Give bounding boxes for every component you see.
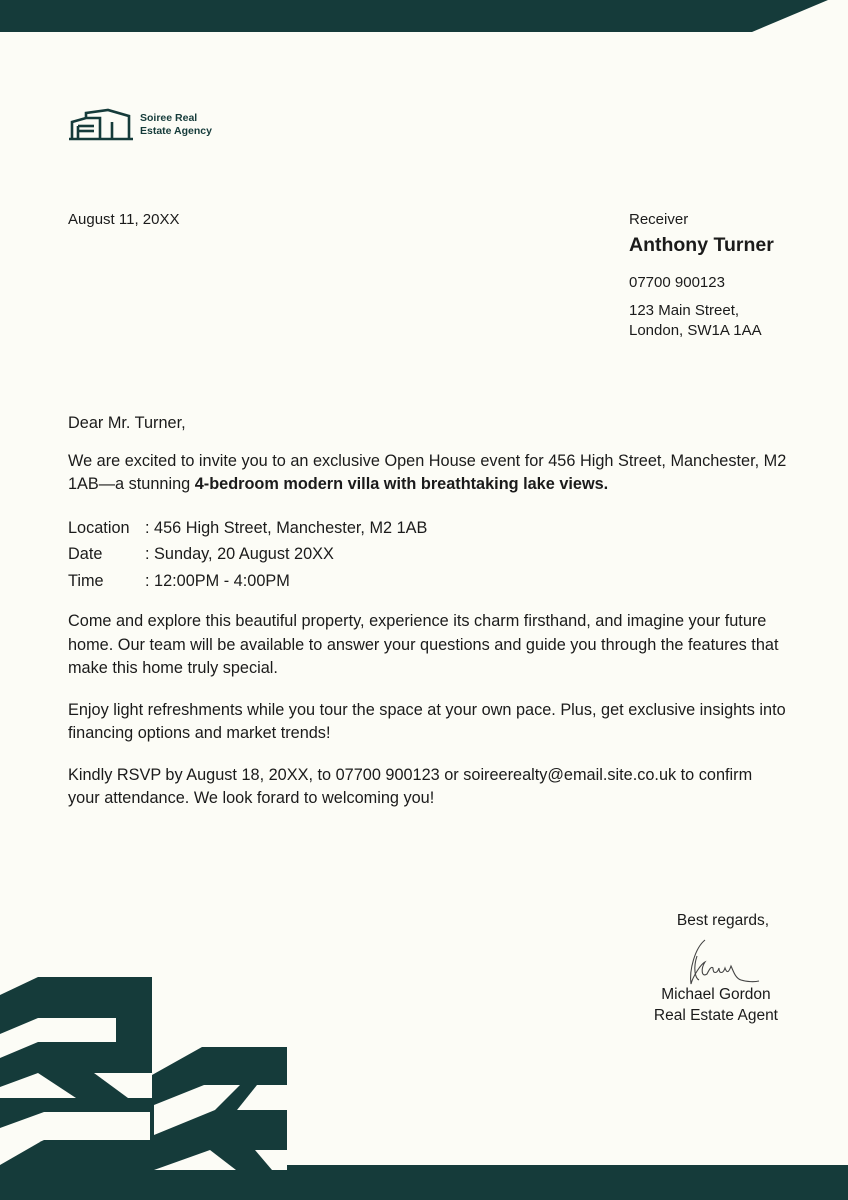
sender-role: Real Estate Agent (653, 1007, 778, 1024)
receiver-address: 123 Main Street, London, SW1A 1AA (629, 302, 762, 339)
intro-paragraph: We are excited to invite you to an exclusive Open House event for 456 High Street, Manchester, M2 1AB—a stunning 4-bedroom modern villa with breathtaking lake views. (68, 451, 787, 493)
agency-name: Soiree Real Estate Agency (140, 112, 212, 137)
letter-date: August 11, 20XX (68, 211, 180, 228)
building-icon (68, 108, 134, 142)
detail-row-date: Date : Sunday, 20 August 20XX (68, 545, 334, 563)
greeting: Dear Mr. Turner, (68, 414, 186, 432)
detail-row-location: Location : 456 High Street, Manchester, M2 1AB (68, 518, 428, 537)
deco-bottom-band (0, 1165, 848, 1200)
receiver-label: Receiver (629, 211, 689, 228)
detail-row-time: Time : 12:00PM - 4:00PM (68, 571, 290, 590)
top-decorative-band (0, 0, 848, 34)
body-paragraph: Enjoy light refreshments while you tour the space at your own pace. Plus, get exclusive insights into financing options and market trends! (68, 700, 786, 742)
letter-body (68, 412, 788, 829)
bottom-decorative-graphic (0, 970, 848, 1200)
sender-name: Michael Gordon (661, 986, 771, 1003)
event-details (68, 515, 788, 595)
receiver-phone: 07700 900123 (629, 274, 725, 291)
receiver-block (629, 211, 774, 341)
property-highlight: 4-bedroom modern villa with breathtaking lake views. (194, 475, 609, 493)
closing-regards: Best regards, (676, 912, 770, 929)
body-paragraph: Come and explore this beautiful property, experience its charm firsthand, and imagine your future home. Our team will be available to answer your questions and guide you through the features that make this home truly special. (68, 612, 779, 677)
rsvp-paragraph: Kindly RSVP by August 18, 20XX, to 07700 900123 or soireerealty@email.site.co.uk to confirm your attendance. We look forard to welcoming you! (68, 765, 753, 807)
agency-logo (68, 108, 212, 142)
receiver-name: Anthony Turner (629, 234, 774, 256)
